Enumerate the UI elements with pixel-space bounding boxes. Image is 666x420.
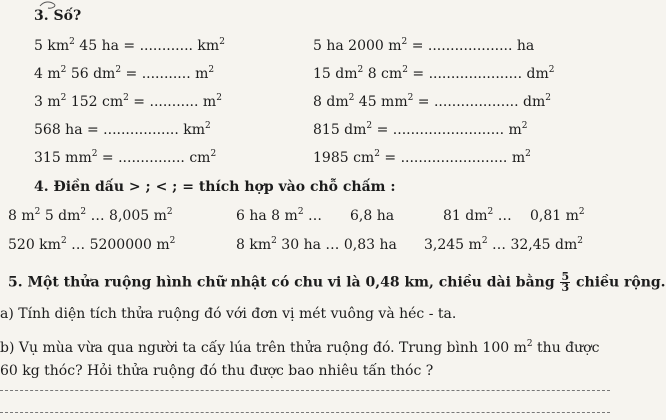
- ex3-row5-left: 315 $mm^2$ = ............... $cm^2$: [34, 149, 217, 166]
- answer-blank[interactable]: ...................: [427, 38, 513, 54]
- ex4-r2-item2: 8 $km^2$ 30 ha … 0,83 ha: [236, 236, 397, 253]
- ex3-row2-right: 15 $dm^2$ 8 $cm^2$ = ..................... $dm^2$: [313, 65, 555, 82]
- ex4-r2-item1: 520 $km^2$ … 5200000 $m^2$: [8, 236, 176, 253]
- answer-blank[interactable]: .........................: [392, 122, 505, 138]
- answer-blank[interactable]: ...............: [118, 150, 185, 166]
- section-5-part-b-line2: 60 kg thóc? Hỏi thửa ruộng đó thu được bao nhiêu tấn thóc ?: [0, 363, 434, 379]
- section-4-title: 4. Điền dấu > ; < ; = thích hợp vào chỗ chấm :: [34, 179, 396, 195]
- ex3-row4-right: 815 $dm^2$ = ......................... $m^2$: [313, 121, 528, 138]
- section-5-intro: 5. Một thửa ruộng hình chữ nhật có chu vi là 0,48 km, chiều dài bằng $\frac{5}{3}$ chiều rộng.: [8, 270, 666, 294]
- section-5-part-a: a) Tính diện tích thửa ruộng đó với đơn vị mét vuông và héc - ta.: [0, 306, 457, 322]
- ex4-r1-item5: 0,81 $m^2$: [530, 207, 585, 224]
- answer-blank[interactable]: ............: [139, 38, 193, 54]
- ex4-r1-item3: 6,8 ha: [350, 208, 395, 224]
- answer-line[interactable]: [0, 390, 610, 391]
- ex4-r1-item4: 81 $dm^2$ …: [443, 207, 512, 224]
- answer-blank[interactable]: ...................: [433, 94, 519, 110]
- answer-blank[interactable]: ...........: [149, 94, 199, 110]
- ex3-row1-left: 5 $km^2$ 45 ha = ............ $km^2$: [34, 37, 225, 54]
- answer-blank[interactable]: ...........: [141, 66, 191, 82]
- ex3-row4-left: 568 ha = ................. $km^2$: [34, 121, 211, 138]
- ex3-row3-left: 3 $m^2$ 152 $cm^2$ = ........... $m^2$: [34, 93, 222, 110]
- answer-line[interactable]: [0, 412, 610, 413]
- ex3-row2-left: 4 $m^2$ 56 $dm^2$ = ........... $m^2$: [34, 65, 215, 82]
- ex3-row3-right: 8 $dm^2$ 45 $mm^2$ = ................... $dm^2$: [313, 93, 551, 110]
- fraction-five-thirds: $\frac{5}{3}$: [561, 270, 570, 294]
- section-3-title: 3. Số?: [34, 8, 82, 24]
- answer-blank[interactable]: .................: [103, 122, 179, 138]
- ex4-r1-item2: 6 ha 8 $m^2$ …: [236, 207, 322, 224]
- answer-blank[interactable]: .....................: [428, 66, 523, 82]
- ex4-r1-item1: 8 $m^2$ 5 $dm^2$ … 8,005 $m^2$: [8, 207, 173, 224]
- answer-blank[interactable]: ........................: [400, 150, 508, 166]
- ex3-row5-right: 1985 $cm^2$ = ........................ $m^2$: [313, 149, 531, 166]
- ex3-row1-right: 5 ha 2000 $m^2$ = ................... ha: [313, 37, 535, 54]
- ex4-r2-item3: 3,245 $m^2$ … 32,45 $dm^2$: [424, 236, 583, 253]
- section-5-part-b-line1: b) Vụ mùa vừa qua người ta cấy lúa trên thửa ruộng đó. Trung bình 100 $m^2$ thu được: [0, 339, 600, 356]
